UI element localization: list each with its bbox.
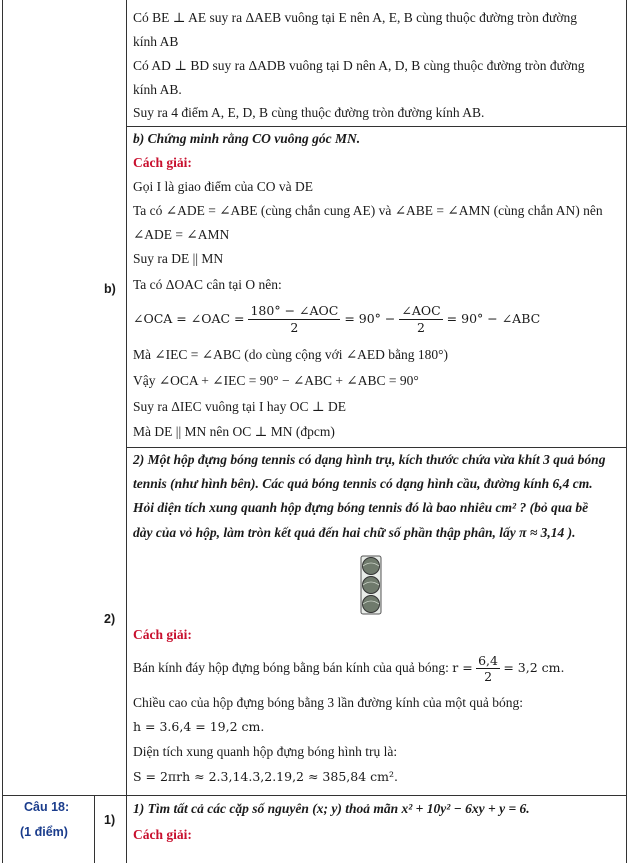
eq-right: = 90° − ∠ABC — [446, 311, 541, 326]
part-2-label: 2) — [104, 612, 116, 626]
q18-part-1-label: 1) — [104, 813, 116, 827]
part-2-step-5: S = 2πrh ≈ 2.3,14.3,2.19,2 ≈ 385,84 cm². — [133, 769, 398, 784]
part-b-line-5: Ta có ΔOAC cân tại O nên: — [133, 277, 282, 292]
step-1-r: r = — [452, 660, 473, 675]
eq-frac1-num: 180° − ∠AOC — [250, 303, 339, 318]
eq-fraction-2 — [399, 303, 442, 336]
part-b-line-2: Ta có ∠ADE = ∠ABE (cùng chắn cung AE) và ∠ABE = ∠AMN (cùng chắn AN) nên — [133, 203, 603, 218]
table-row-divider-b — [126, 126, 627, 127]
part-2-step-3: h = 3.6,4 = 19,2 cm. — [133, 719, 265, 734]
part-b-line-7: Vậy ∠OCA + ∠IEC = 90° − ∠ABC + ∠ABC = 90° — [133, 373, 419, 388]
part-2-step-4: Diện tích xung quanh hộp đựng bóng hình trụ là: — [133, 744, 398, 759]
step-1-den: 2 — [484, 669, 493, 685]
table-border-left — [2, 0, 3, 863]
part-b-line-9: Mà DE || MN nên OC ⊥ MN (đpcm) — [133, 424, 335, 439]
part-b-line-3: ∠ADE = ∠AMN — [133, 227, 230, 242]
part-b-equation — [133, 302, 540, 336]
part-b-line-1: Gọi I là giao điểm của CO và DE — [133, 179, 313, 194]
q18-title: Câu 18: — [24, 800, 70, 814]
part-2-question-2: tennis (như hình bên). Các quả bóng tennis có dạng hình cầu, đường kính 6,4 cm. — [133, 476, 593, 491]
step-1-text: Bán kính đáy hộp đựng bóng bằng bán kính của quả bóng: — [133, 660, 449, 675]
eq-fraction-1 — [248, 303, 340, 336]
eq-mid: = 90° − — [344, 311, 396, 326]
part-b-title: b) Chứng minh rằng CO vuông góc MN. — [133, 131, 361, 146]
part-a-line-1: Có BE ⊥ AE suy ra ΔAEB vuông tại E nên A, E, B cùng thuộc đường tròn đường — [133, 10, 578, 25]
q18-method: Cách giải: — [133, 827, 192, 842]
part-a-line-4: kính AB. — [133, 82, 182, 97]
eq-frac2-num: ∠AOC — [401, 303, 441, 318]
tennis-ball-3 — [363, 596, 380, 613]
part-a-line-2: kính AB — [133, 34, 179, 49]
part-a-line-5: Suy ra 4 điểm A, E, D, B cùng thuộc đường tròn đường kính AB. — [133, 105, 485, 120]
step-1-num: 6,4 — [478, 653, 498, 669]
table-border-col2 — [126, 0, 127, 863]
q18-points: (1 điểm) — [20, 825, 68, 839]
part-2-question-3: Hỏi diện tích xung quanh hộp đựng bóng tennis đó là bao nhiêu cm² ? (bỏ qua bề — [133, 500, 589, 515]
step-1-fraction — [476, 653, 500, 684]
eq-left: ∠OCA = ∠OAC = — [133, 311, 245, 326]
part-b-line-8: Suy ra ΔIEC vuông tại I hay OC ⊥ DE — [133, 399, 346, 414]
q18-question: 1) Tìm tất cả các cặp số nguyên (x; y) thoả mãn x² + 10y² − 6xy + y = 6. — [133, 801, 530, 816]
table-border-right — [626, 0, 627, 863]
step-1-result: = 3,2 cm. — [503, 660, 565, 675]
part-b-line-6: Mà ∠IEC = ∠ABC (do cùng cộng với ∠AED bằng 180°) — [133, 347, 449, 362]
tennis-ball-2 — [363, 577, 380, 594]
part-2-step-2: Chiều cao của hộp đựng bóng bằng 3 lần đường kính của một quả bóng: — [133, 695, 523, 710]
part-2-question-4: dày của vỏ hộp, làm tròn kết quả đến hai chữ số phần thập phân, lấy π ≈ 3,14 ). — [133, 525, 576, 540]
part-b-line-4: Suy ra DE || MN — [133, 251, 224, 266]
part-2-question-1: 2) Một hộp đựng bóng tennis có dạng hình trụ, kích thước chứa vừa khít 3 quả bóng — [133, 452, 606, 467]
part-b-method: Cách giải: — [133, 155, 192, 170]
table-row-divider-2 — [126, 447, 627, 448]
eq-frac1-den: 2 — [290, 320, 299, 335]
part-a-line-3: Có AD ⊥ BD suy ra ΔADB vuông tại D nên A, D, B cùng thuộc đường tròn đường — [133, 58, 585, 73]
eq-frac2-den: 2 — [417, 320, 425, 335]
part-2-step-1 — [133, 652, 565, 684]
tennis-ball-can-figure — [359, 554, 383, 616]
tennis-ball-1 — [363, 558, 380, 575]
part-b-label: b) — [104, 282, 116, 296]
table-row-divider-q18 — [2, 795, 627, 796]
table-border-col1 — [94, 795, 95, 863]
part-2-method: Cách giải: — [133, 627, 192, 642]
